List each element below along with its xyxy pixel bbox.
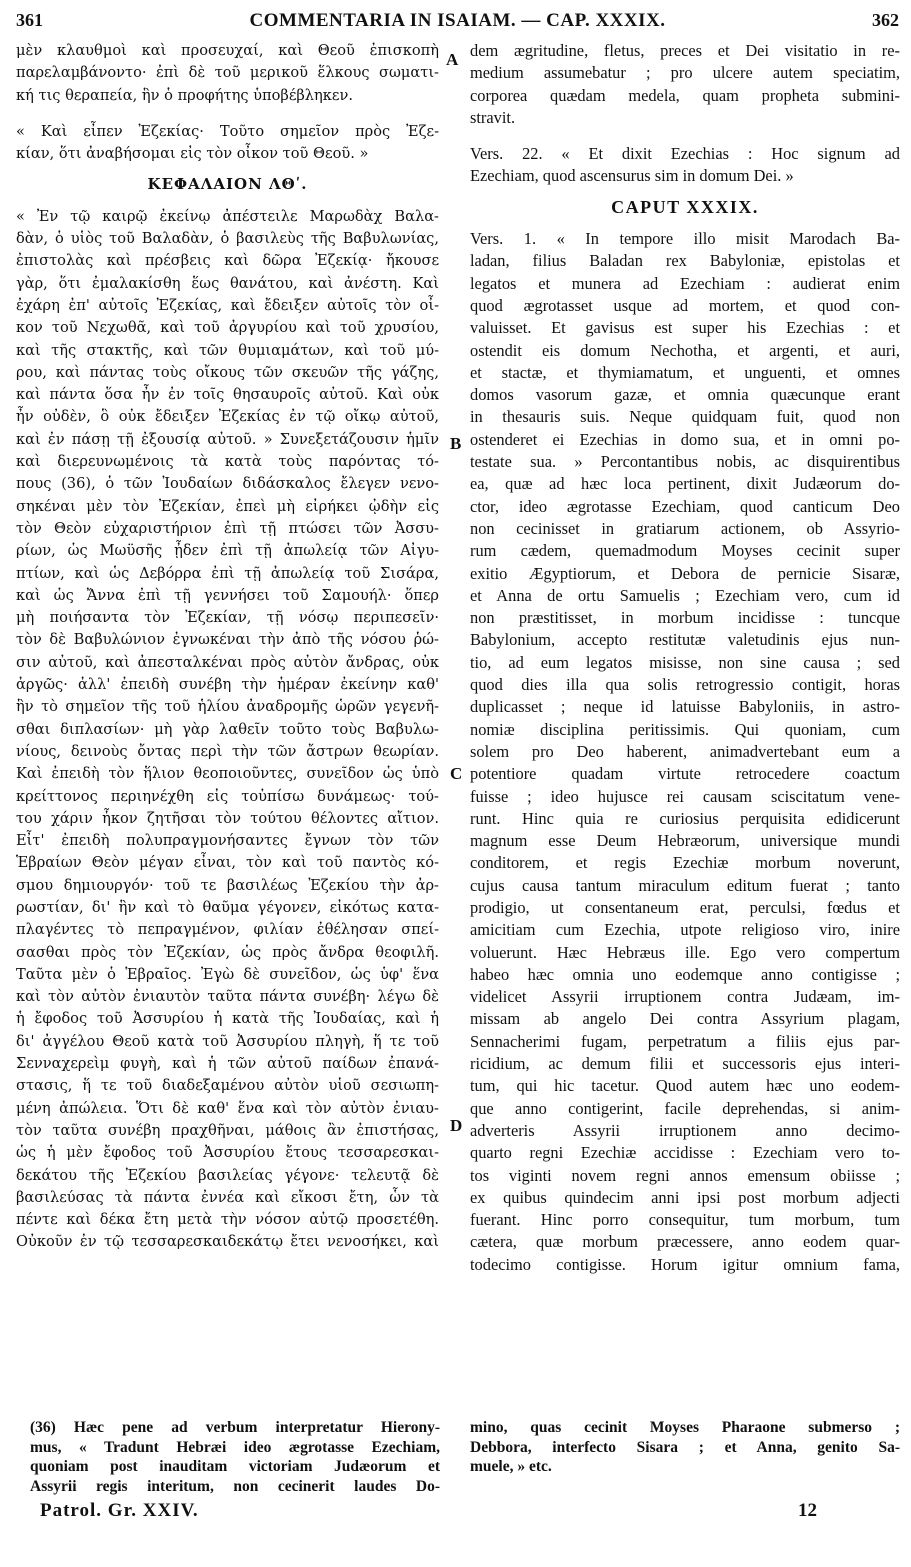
text-line: ex quibus quindecim anni ipsi post morbum adjecti <box>470 1187 900 1207</box>
text-line: missam ab angelo Dei contra Assyrium plagam, <box>470 1009 900 1029</box>
text-line: et Anna de ortu Samuelis ; Ezechiam vero, cum id <box>470 585 900 605</box>
sheet-number: 12 <box>798 1500 817 1521</box>
text-line: non præstitisset, in morbum incidisse : tuncque <box>470 608 900 628</box>
text-line: κή τις θεραπεία, ἣν ὁ προφήτης ὑποβέβληκεν. <box>16 86 353 104</box>
text-line: videlicet Assyrii irruptionem contra Judæam, im- <box>470 987 900 1007</box>
text-line: κον τοῦ Νεχωθᾶ, καὶ τοῦ ἀργυρίου καὶ τοῦ χρυσίου, <box>16 319 439 337</box>
text-line: voluerunt. Hæc Hebræus ille. Ego vero compertum <box>470 942 900 962</box>
latin-chapter-heading: CAPUT XXXIX. <box>611 196 759 217</box>
text-line: ἦν οὐδὲν, ὃ οὐκ ἔδειξεν Ἐζεκίας ἐν τῷ οἴκῳ αὐτοῦ, <box>16 408 439 426</box>
text-line: tos viginti novem regni annos emensum obiisse ; <box>470 1165 900 1185</box>
margin-letter-a: A <box>446 50 459 69</box>
greek-column <box>16 40 439 1254</box>
text-line: habeo hæc omnia uno eodemque anno contigisse ; <box>470 964 900 984</box>
text-line: δεκάτου τῆς Ἐζεκίου βασιλείας γέγονε· τελευτᾷ δὲ <box>16 1166 439 1184</box>
text-line: καὶ τὸν αὐτὸν ἐνιαυτὸν ταῦτα πάντα συνέβη· λέγω δὲ <box>16 988 439 1006</box>
text-line: fuerant. Hinc porro consequitur, tum morbum, tum <box>470 1210 900 1230</box>
text-line: ὡς ἡ μὲν ἔφοδος τοῦ Ἀσσυρίου ἔτους τεσσαρεσκαι- <box>16 1144 439 1162</box>
running-header <box>16 6 899 36</box>
text-line: corporea quædam medela, quam propheta submini- <box>470 85 900 105</box>
text-line: Vers. 22. « Et dixit Ezechias : Hoc signum ad <box>470 144 900 164</box>
right-page-number: 362 <box>872 10 899 30</box>
text-line: μὴ ποιήσαντα τὸν Ἐζεκίαν, τῇ νόσῳ περιπεσεῖν· <box>16 609 439 627</box>
text-line: σθαι διπλασίων· μὴ γὰρ λαθεῖν τοῦτο τοὺς Βαβυλω- <box>16 720 439 738</box>
text-line: solem pro Deo haberent, animadvertebant eum a <box>470 741 900 761</box>
text-line: stravit. <box>470 107 516 127</box>
text-line: καὶ τῆς στακτῆς, καὶ τῶν θυμιαμάτων, καὶ τοῦ μύ- <box>16 341 439 359</box>
text-line: παρελαμβάνοντο· ἐπὶ δὲ τοῦ μερικοῦ ἕλκους σωματι- <box>16 64 439 82</box>
text-line: duplicasset ; neque id latuisse Babyloniis, in astro- <box>470 697 900 717</box>
latin-column <box>470 40 900 1276</box>
text-line: ρωστίαν, δι' ἣν καὶ τὸ θαῦμα γέγονεν, εἰκότως κατα- <box>16 898 439 916</box>
text-line: testate sua. » Percontantibus nobis, ac disquirentibus <box>470 452 900 472</box>
margin-letter-d: D <box>450 1116 463 1135</box>
footnote-left <box>30 1418 440 1496</box>
text-line: « Καὶ εἶπεν Ἐζεκίας· Τοῦτο σημεῖον πρὸς Ἐζε- <box>16 122 439 140</box>
text-line: Debbora, interfecto Sisara ; et Anna, genito Sa- <box>470 1438 900 1456</box>
signature-mark: Patrol. Gr. XXIV. <box>40 1500 199 1521</box>
text-line: fuisse ; ideo hujusce rei causam sciscitatum vene- <box>470 786 900 806</box>
footnote-right <box>470 1418 900 1477</box>
text-line: καὶ ὡς Ἄννα ἐπὶ τῇ γεννήσει τοῦ Σαμουήλ· ὅπερ <box>16 586 439 604</box>
text-line: dem ægritudine, fletus, preces et Dei visitatio in re- <box>470 41 900 60</box>
text-line: στασις, ἥ τε τοῦ διαδεξαμένου αὐτὸν υἱοῦ σεσιωπη- <box>16 1077 439 1095</box>
text-line: mino, quas cecinit Moyses Pharaone submerso ; <box>470 1419 900 1436</box>
text-line: Ταῦτα μὲν ὁ Ἑβραῖος. Ἐγὼ δὲ συνεῖδον, ὡς ὑφ' ἕνα <box>16 965 439 983</box>
text-line: νίους, δεινοὺς ὄντας περὶ τὴν τῶν ἄστρων θεωρίαν. <box>16 742 439 760</box>
text-line: potentiore quadam virtute retrocedere coactum <box>470 764 900 784</box>
text-line: cujus causa tantum miraculum editum fuerat ; tanto <box>470 875 900 895</box>
text-line: quod ægrotasset usque ad mortem, et quod con- <box>470 295 900 315</box>
text-line: ἀργῶς· ἀλλ' ἐπειδὴ συνέβη τὴν ἡμέραν ἐκείνην καθ' <box>16 676 439 694</box>
text-line: ἐπιστολὰς καὶ πρέσβεις καὶ δῶρα Ἐζεκίᾳ· ἤκουσε <box>16 252 439 270</box>
text-line: tio, ad eum legatos misisse, non sine causa ; sed <box>470 652 900 672</box>
text-line: muele, » etc. <box>470 1458 552 1475</box>
text-line: τὸν δὲ Βαβυλώνιον ἐγνωκέναι τὴν ἀπὸ τῆς νόσου ῥώ- <box>16 631 439 649</box>
text-line: καὶ διερευνωμένοις τὰ κατὰ τοὺς παρόντας τό- <box>16 453 439 471</box>
text-line: adverteris Assyrii irruptionem anno decimo- <box>470 1120 900 1140</box>
text-line: exitio Ægyptiorum, et Debora de pernicie Sisaræ, <box>470 563 900 583</box>
latin-paragraph-2 <box>470 143 900 188</box>
text-line: ἣν τὸ σημεῖον τῆς τοῦ ἡλίου ἀναδρομῆς ὡρῶν γεγενῆ- <box>16 698 439 716</box>
running-title: COMMENTARIA IN ISAIAM. — CAP. XXXIX. <box>249 10 666 31</box>
text-line: ἐχάρη ἐπ' αὐτοῖς Ἐζεκίας, καὶ ἔδειξεν αὐτοῖς τὸν οἶ- <box>16 296 439 314</box>
text-line: tum, qui hic tacetur. Quod autem hæc uno eodem- <box>470 1076 900 1096</box>
greek-paragraph-2 <box>16 121 439 166</box>
text-line: μὲν κλαυθμοὶ καὶ προσευχαί, καὶ Θεοῦ ἐπισκοπὴ <box>16 42 439 59</box>
text-line: ρου, καὶ πάντας τοὺς οἴκους τῶν σκευῶν τῆς γάζης, <box>16 363 439 381</box>
text-line: medium assumebatur ; pro ulcere autem speciatim, <box>470 63 900 83</box>
text-line: Καὶ ἐπειδὴ τὸν ἥλιον θεοποιοῦντες, συνεῖδον ὡς ὑπὸ <box>16 765 439 783</box>
text-line: « Ἐν τῷ καιρῷ ἐκείνῳ ἀπέστειλε Μαρωδὰχ Βαλα- <box>16 207 439 225</box>
text-line: σηκέναι μὲν τὸν Ἐζεκίαν, ἐπεὶ μὴ εἰρήκει ᾠδὴν εἰς <box>16 497 439 515</box>
latin-paragraph-1 <box>470 40 900 129</box>
text-line: Οὐκοῦν ἐν τῷ τεσσαρεσκαιδεκάτῳ ἔτει νενοσήκει, καὶ <box>16 1233 439 1251</box>
text-line: ctor, ideo ægrotasse Ezechiam, quod canticum Deo <box>470 496 900 516</box>
text-line: ἡ ἔφοδος τοῦ Ἀσσυρίου ἡ κατὰ τῆς Ἰουδαίας, καὶ ἡ <box>16 1010 439 1028</box>
text-line: todecimo contigisse. Horum igitur omnium fama, <box>470 1254 900 1274</box>
text-line: πους (36), ὁ τῶν Ἰουδαίων διδάσκαλος ἔλεγεν νενο- <box>16 475 439 493</box>
text-line: mus, « Tradunt Hebræi ideo ægrotasse Ezechiam, <box>30 1438 440 1456</box>
left-page-number: 361 <box>16 10 43 30</box>
text-line: σμου δημιουργόν· τοῦ τε βασιλέως Ἐζεκίου τὴν ἀρ- <box>16 876 439 894</box>
text-line: μένη ἀπώλεια. Ὅτι δὲ καθ' ἕνα καὶ τὸν αὐτὸν ἐνιαυ- <box>16 1099 439 1117</box>
text-line: runt. Hinc quia re curiosius perquisita edidicerunt <box>470 808 900 828</box>
text-line: cætera, quæ morbum præcessere, anno eodem quar- <box>470 1232 900 1252</box>
text-line: ea, quæ ad hæc loca pertinent, dixit Judæorum do- <box>470 474 900 494</box>
text-line: quoniam post inauditam victoriam Judæorum et <box>30 1458 440 1475</box>
text-line: legatos et munera ad Ezechiam : audierat enim <box>470 273 900 293</box>
text-line: quarto regni Ezechiæ accidisse : Ezechiam vero to- <box>470 1143 900 1163</box>
text-line: quod dies illa qua solis retrogressio contigit, horas <box>470 675 900 695</box>
text-line: πέντε καὶ δέκα ἔτη μετὰ τὴν νόσον αὐτῷ προσετέθη. <box>16 1211 439 1229</box>
text-line: κρείττονος περιηνέχθη εἰς τοὐπίσω δυνάμεως· τού- <box>16 787 439 805</box>
greek-paragraph-1 <box>16 40 439 107</box>
margin-letter-b: B <box>450 434 462 453</box>
text-line: σιν αὐτοῦ, καὶ ἀπεσταλκέναι πρὸς αὐτὸν ἄνδρας, οὐκ <box>16 653 439 671</box>
text-line: ostendit eis domum Nechotha, et argenti, et auri, <box>470 340 900 360</box>
text-line: Σενναχερεὶμ φυγὴ, καὶ ἡ τῶν αὐτοῦ παίδων ἐπανά- <box>16 1055 439 1073</box>
text-line: καὶ πάντα ὅσα ἦν ἐν τοῖς θησαυροῖς αὐτοῦ. Καὶ οὐκ <box>16 386 439 404</box>
text-line: Εἶτ' ἐπειδὴ πολυπραγμονήσαντες ἔγνων τὸν τῶν <box>16 832 439 850</box>
text-line: τὸν Θεὸν εὐχαριστήριον ἐπὶ τῇ πτώσει τῶν Ἀσσυ- <box>16 519 439 537</box>
text-line: que anno contigerint, facile deprehendas, si anim- <box>470 1098 900 1118</box>
text-line: valuisset. Et gavisus est super his Ezechias : et <box>470 318 900 338</box>
text-line: Assyrii regis interitum, non cecinerit laudes Do- <box>30 1477 440 1495</box>
text-line: δι' ἀγγέλου Θεοῦ κατὰ τοῦ Ἀσσυρίου πληγὴ, ἥ τε τοῦ <box>16 1032 439 1050</box>
text-line: βασιλεύσας τὰ πάντα ἐννέα καὶ εἴκοσι ἔτη, ὧν τὰ <box>16 1188 439 1206</box>
text-line: in thesauris suis. Neque quidquam fuit, quod non <box>470 407 900 427</box>
text-line: ostenderet ei Ezechias in domo sua, et in omni po- <box>470 429 900 449</box>
text-line: non cecinisset in gratiarum actionem, ob Assyrio- <box>470 518 900 538</box>
latin-paragraph-3 <box>470 228 900 1276</box>
text-line: conditorem, et regis Ezechiæ morbum noverunt, <box>470 853 900 873</box>
text-line: ρίων, ὡς Μωϋσῆς ᾖδεν ἐπὶ τῇ ἀπωλείᾳ τῶν Αἰγυ- <box>16 542 439 560</box>
text-line: (36) Hæc pene ad verbum interpretatur Hierony- <box>30 1419 440 1436</box>
text-line: ricidium, ac demum filii et successoris ejus interi- <box>470 1054 900 1074</box>
text-line: Ἑβραίων Θεὸν μέγαν εἶναι, τὸν καὶ τοῦ παντὸς κό- <box>16 854 439 872</box>
text-line: Babylonium, accepto restitutæ valetudinis ejus nun- <box>470 630 900 650</box>
text-line: σασθαι πρὸς τὸν Ἐζεκίαν, ὡς πρὸς ἄνδρα θεοφιλῆ. <box>16 943 439 961</box>
text-line: et stactæ, et thymiamatum, et unguenti, et omnes <box>470 362 900 382</box>
text-line: Sennacherimi fugam, perpetratum a filiis ejus par- <box>470 1031 900 1051</box>
text-line: πτίων, καὶ ὡς Δεβόρρα ἐπὶ τῇ ἀπωλείᾳ τοῦ Σισάρα, <box>16 564 439 582</box>
text-line: magnum esse Deum Hebræorum, universique mundi <box>470 831 900 851</box>
margin-letter-c: C <box>450 764 463 783</box>
text-line: prodigio, ut consentaneum erat, perculsi, fœdus et <box>470 897 900 917</box>
text-line: τὸν ταῦτα συνέβη πραχθῆναι, μάθοις ἂν ἐπιστήσας, <box>16 1121 439 1139</box>
text-line: ladan, filius Baladan rex Babyloniæ, epistolas et <box>470 251 900 271</box>
greek-paragraph-3 <box>16 206 439 1254</box>
text-line: Vers. 1. « In tempore illo misit Marodach Ba- <box>470 229 900 249</box>
text-line: nomiæ disciplina peritissimis. Qui quoniam, cum <box>470 719 900 739</box>
text-line: rum cædem, quemadmodum Moyses cecinit super <box>470 541 900 561</box>
greek-chapter-heading: ΚΕΦΑΛΑΙΟΝ ΛΘʹ. <box>147 175 308 194</box>
text-line: του χάριν ἧκον ζητῆσαι τὸν τούτου θέλοντες αἴτιον. <box>16 809 439 827</box>
text-line: γὰρ, ὅτι ἐμαλακίσθη ἕως θανάτου, καὶ ἀνέστη. Καὶ <box>16 274 439 292</box>
text-line: καὶ ἐν πάσῃ τῇ ἐξουσίᾳ αὐτοῦ. » Συνεξετάζουσιν ἡμῖν <box>16 430 439 448</box>
text-line: κίαν, ὅτι ἀναβήσομαι εἰς τὸν οἶκον τοῦ Θεοῦ. » <box>16 145 369 163</box>
text-line: Ezechiam, quod ascensurus sim in domum Dei. » <box>470 166 794 186</box>
text-line: amicitiam cum Ezechia, utpote religioso viro, inire <box>470 920 900 940</box>
text-line: πλαγέντες τὸ πεπραγμένον, φιλίαν ἐθέλησαν σπεί- <box>16 921 439 939</box>
text-line: δὰν, ὁ υἱὸς τοῦ Βαλαδὰν, ὁ βασιλεὺς τῆς Βαβυλωνίας, <box>16 230 439 248</box>
text-line: domos vasorum gazæ, et omnia quæcunque erant <box>470 385 900 405</box>
